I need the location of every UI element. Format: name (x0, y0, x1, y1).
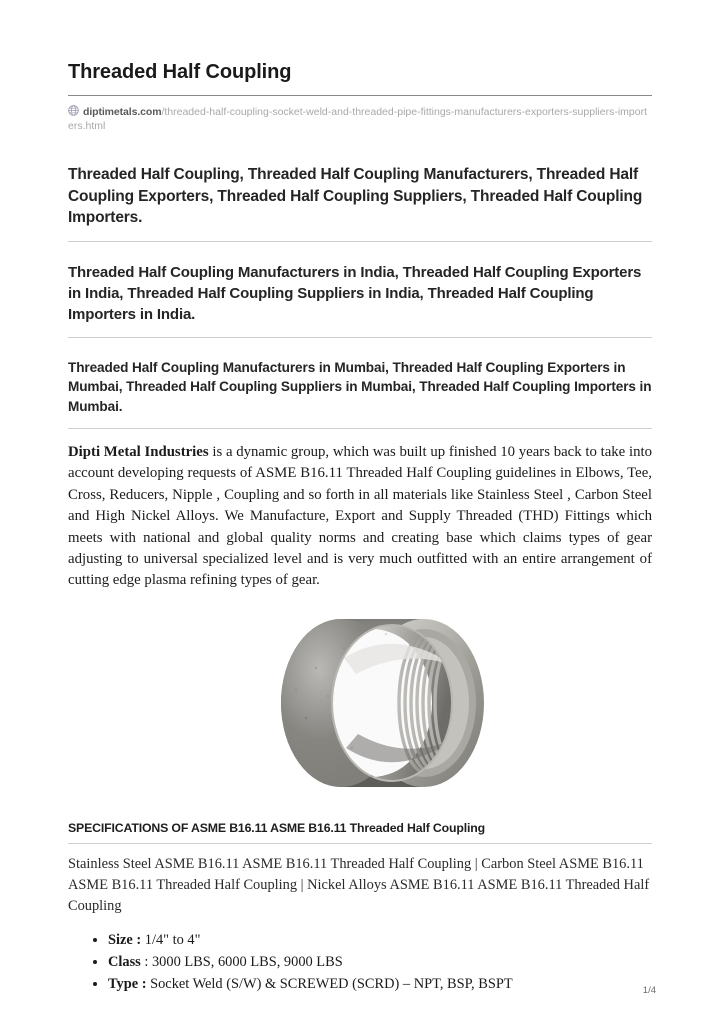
intro-text: is a dynamic group, which was built up finished 10 years back to take into account developing requests of ASME B16.11 Threaded Half Coupling guidelines in Elbows, Tee, Cross, Reducers, Nipple , Coupling and so forth in all materials like Stainless Steel , Carbon Steel and High Nickel Alloys. We Manufacture, Export and Supply Threaded (THD) Fittings which meets with national and global quality norms and creating base which claims types of gear adjusting to universal specialized level and is very much outfitted with an entire arrangement of cutting edge plasma refining types of gear. (68, 444, 652, 589)
page-number: 1/4 (642, 985, 656, 996)
specifications-divider (68, 843, 652, 844)
heading-primary: Threaded Half Coupling, Threaded Half Coupling Manufacturers, Threaded Half Coupling Exporters, Threaded Half Coupling Suppliers, Threaded Half Coupling Importers. (68, 166, 643, 226)
list-item (108, 952, 652, 973)
specifications-heading: SPECIFICATIONS OF ASME B16.11 ASME B16.11 Threaded Half Coupling (68, 820, 486, 835)
product-figure (68, 608, 652, 799)
spec-value: : 3000 LBS, 6000 LBS, 9000 LBS (140, 953, 343, 970)
globe-icon (68, 105, 79, 116)
heading-mumbai: Threaded Half Coupling Manufacturers in Mumbai, Threaded Half Coupling Exporters in Mumbai, Threaded Half Coupling Suppliers in Mumbai, Threaded Half Coupling Importers in Mumbai. (68, 359, 652, 414)
specifications-materials: Stainless Steel ASME B16.11 ASME B16.11 Threaded Half Coupling | Carbon Steel ASME B16.11 ASME B16.11 Threaded Half Coupling | Nickel Alloys ASME B16.11 ASME B16.11 Threaded Half Coupling (68, 855, 650, 914)
heading-divider-3 (68, 428, 652, 429)
spec-value: 1/4" to 4" (141, 931, 201, 948)
spec-label: Type : (108, 975, 147, 992)
product-image (176, 608, 544, 794)
spec-value: Socket Weld (S/W) & SCREWED (SCRD) – NPT, BSP, BSPT (146, 975, 513, 992)
source-url[interactable] (68, 105, 652, 133)
intro-paragraph (68, 442, 652, 592)
company-name: Dipti Metal Industries (68, 444, 209, 460)
spec-label: Class (108, 953, 141, 970)
page-content (68, 60, 652, 996)
heading-divider-2 (68, 337, 652, 338)
heading-india: Threaded Half Coupling Manufacturers in India, Threaded Half Coupling Exporters in India, Threaded Half Coupling Suppliers in India, Threaded Half Coupling Importers in India. (68, 263, 642, 323)
heading-divider-1 (68, 241, 652, 242)
url-domain: diptimetals.com (83, 106, 162, 118)
list-item (108, 930, 652, 951)
page-title: Threaded Half Coupling (68, 61, 292, 83)
spec-label: Size : (108, 931, 142, 948)
title-divider (68, 95, 652, 96)
specifications-list (68, 930, 652, 995)
url-path: /threaded-half-coupling-socket-weld-and-threaded-pipe-fittings-manufacturers-exporters-suppliers-importers.html (68, 106, 647, 132)
list-item (108, 974, 652, 995)
